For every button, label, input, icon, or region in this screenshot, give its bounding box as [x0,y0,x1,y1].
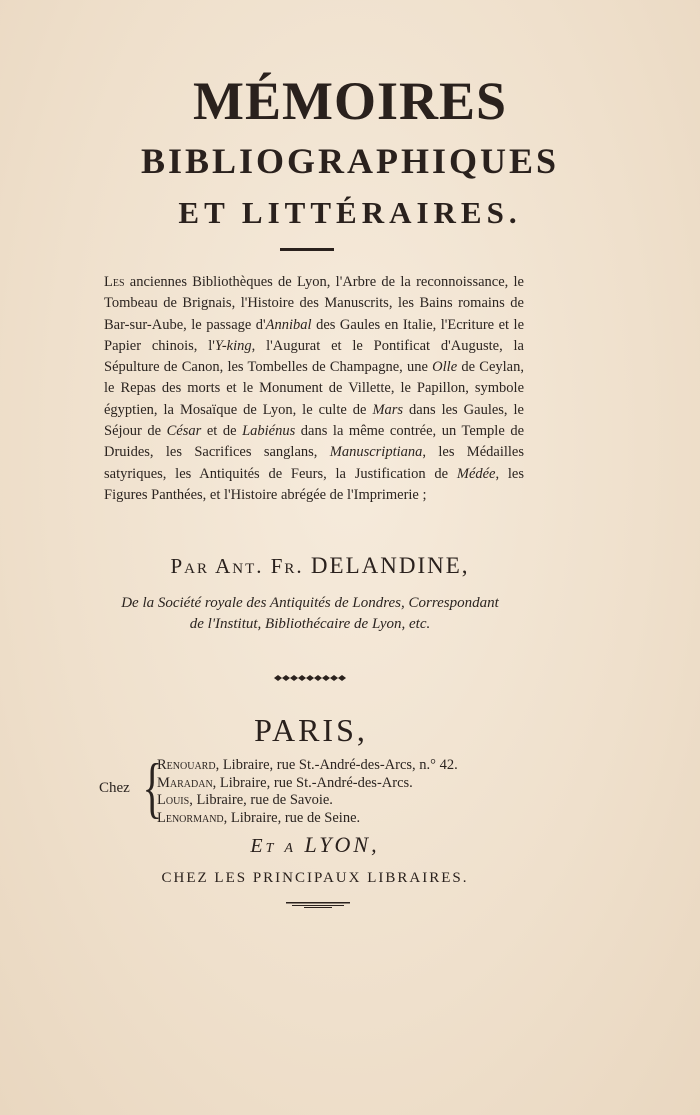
title-line-bibliographiques: BIBLIOGRAPHIQUES [140,141,560,181]
contents-text: anciennes Bibliothèques de Lyon, l'Arbre de la reconnoissance, le Tombeau de Brignais, l'Histoire des Manuscrits, les Bains romains de Bar-sur-Aube, le passage d' [104,274,524,333]
title-rule-divider [280,248,334,251]
bookseller-name: Maradan [157,774,213,791]
brace-glyph: { [142,749,163,825]
contents-text: de Ceylan, le Repas des morts et le Monument de Villette, le Papillon, symbole égyptien, la Mosaïque de Lyon, le culte de [104,359,524,418]
author-affiliation [0,593,620,635]
contents-text: dans la même contrée, un Temple de Druides, les Sacrifices sanglans, [104,423,525,461]
bookseller-entry [157,810,537,828]
title-line-memoires: MÉMOIRES [192,71,508,131]
booksellers-list [157,757,537,827]
imprint-et-a: Et a [250,835,296,857]
contents-italic: Mars [372,401,404,418]
imprint-lyon-line [0,832,630,858]
bookseller-entry [157,757,537,775]
author-line [0,553,640,579]
bookseller-address: , Libraire, rue de Seine. [223,809,361,826]
contents-italic: Médée [456,465,496,482]
contents-italic: Manuscriptiana [329,444,423,461]
contents-text: , les Figures Panthées, et l'Histoire abrégée de l'Imprimerie ; [104,465,525,503]
bookseller-address: , Libraire, rue de Savoie. [189,792,333,808]
affiliation-line-1: De la Société royale des Antiquités de Londres, Correspondant [121,595,499,611]
bookseller-entry [157,775,537,793]
contents-paragraph [104,272,524,506]
contents-italic: Labiénus [242,423,296,440]
contents-italic: Y-king [214,337,252,354]
closing-rule-divider [286,902,350,908]
author-prefix: Par Ant. Fr. [170,554,304,578]
imprint-chez: Chez [99,780,130,796]
bookseller-address: , Libraire, rue St.-André-des-Arcs. [212,774,413,791]
bookseller-name: Renouard [157,757,216,773]
bookseller-name: Louis [157,792,190,808]
contents-italic: Annibal [265,316,312,333]
contents-lead: Les [104,274,125,290]
author-name: DELANDINE, [310,553,470,578]
affiliation-line-2: de l'Institut, Bibliothécaire de Lyon, etc. [189,616,431,632]
contents-text: des Gaules en Italie, l'Ecriture et le Papier chinois, l' [104,316,525,354]
contents-text: et de [201,423,243,440]
imprint-lyon: LYON, [304,832,380,857]
imprint-libraires: CHEZ LES PRINCIPAUX LIBRAIRES. [161,870,469,886]
bookseller-entry [157,792,537,810]
contents-italic: Olle [432,359,458,376]
contents-text: dans les Gaules, le Séjour de [104,401,524,440]
contents-italic: César [166,423,202,440]
contents-text: , l'Augurat et le Pontificat d'Auguste, la Sépulture de Canon, les Tombelles de Champagne, une [104,337,524,376]
contents-text: , les Médailles satyriques, les Antiquités de Feurs, la Justification de [104,444,524,482]
bookseller-name: Lenormand [157,809,224,826]
bookseller-address: , Libraire, rue St.-André-des-Arcs, n.° 42. [215,757,458,773]
title-line-litteraires: ET LITTÉRAIRES. [178,195,522,230]
imprint-city: PARIS, [254,712,368,748]
ornament-divider [272,674,348,682]
